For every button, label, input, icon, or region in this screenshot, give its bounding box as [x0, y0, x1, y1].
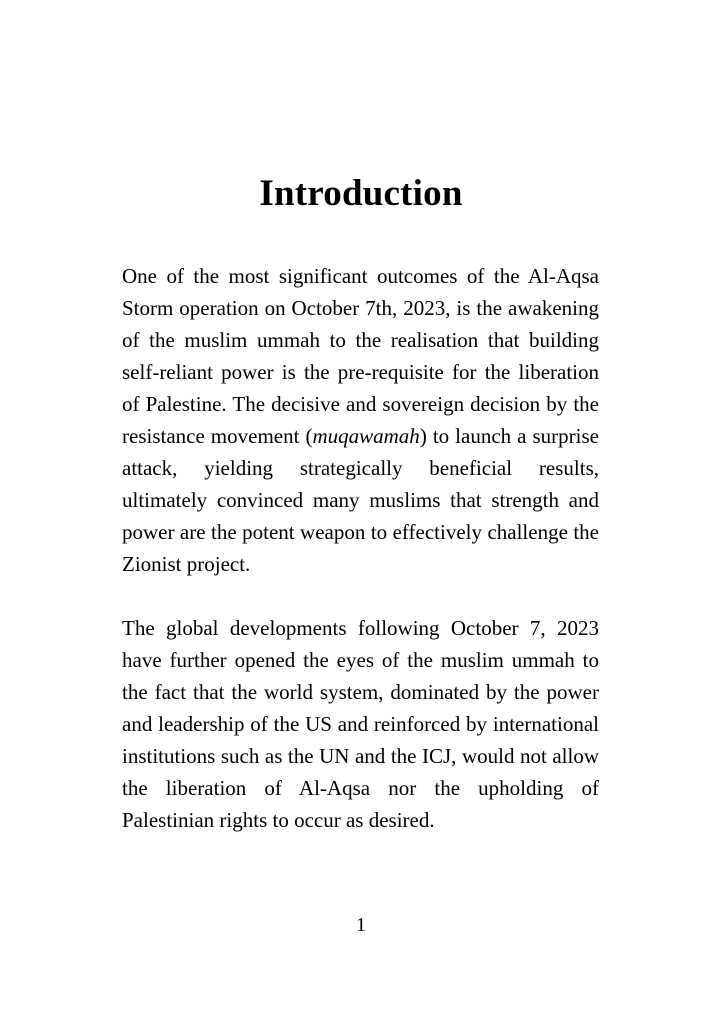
- body-text-block: [122, 260, 599, 836]
- page-number-folio: 1: [356, 914, 366, 936]
- paragraph-1-segment-1: One of the most significant outcomes of the Al-Aqsa Storm operation on October 7th, 2023, is the awakening of the muslim ummah to the realisation that building self-reliant power is the pre-requisite for the liberation of Palestine. The decisive and sovereign decision by the resistance movement (: [122, 264, 599, 448]
- paragraph-1-italic-term: muqawamah: [312, 424, 420, 448]
- page-title: Introduction: [259, 173, 463, 214]
- body-paragraph-1: [122, 260, 599, 580]
- body-paragraph-2: [122, 612, 599, 836]
- paragraph-1-segment-3: ) to launch a surprise attack, yielding strategically beneficial results, ultimately convinced many muslims that strength and power are the potent weapon to effectively challenge the Zionist project.: [122, 424, 599, 576]
- paragraph-2-segment-1: The global developments following October 7, 2023 have further opened the eyes of the muslim ummah to the fact that the world system, dominated by the power and leadership of the US and reinforced by international institutions such as the UN and the ICJ, would not allow the liberation of Al-Aqsa nor the upholding of Palestinian rights to occur as desired.: [122, 616, 599, 832]
